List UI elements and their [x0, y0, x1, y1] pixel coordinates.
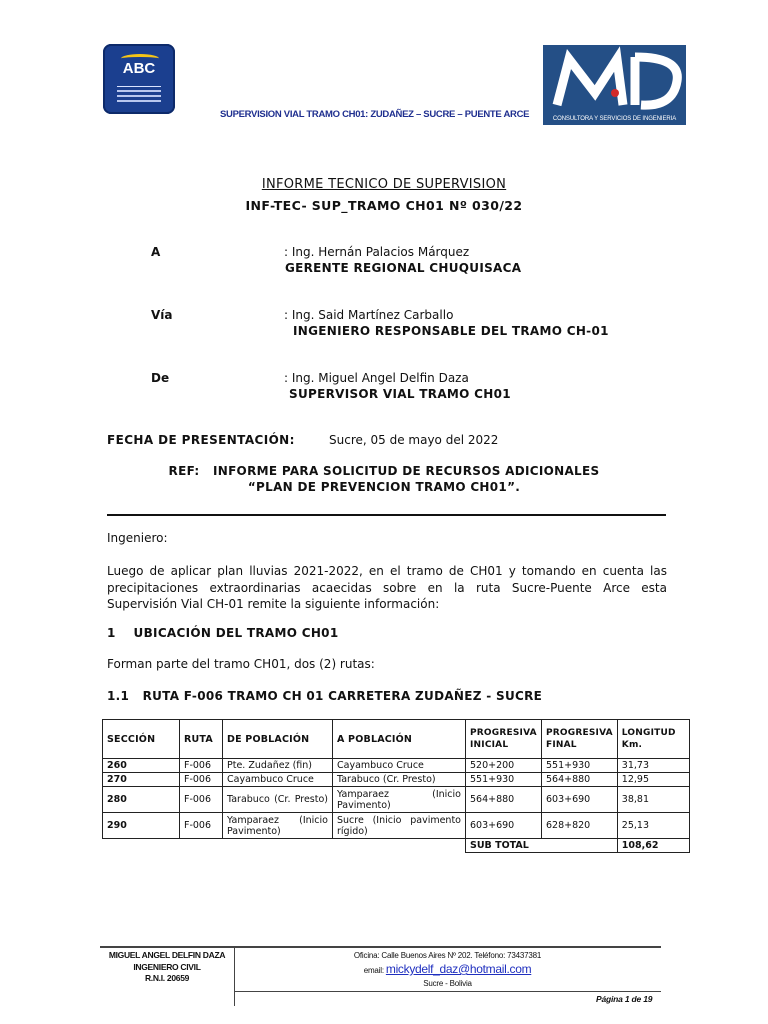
table-cell: F-006	[180, 813, 223, 839]
table-cell: Tarabuco (Cr. Presto)	[333, 773, 466, 787]
section-1-heading: 1 UBICACIÓN DEL TRAMO CH01	[107, 626, 339, 640]
table-cell: 12,95	[617, 773, 689, 787]
subtotal-label: SUB TOTAL	[466, 839, 618, 853]
table-cell: F-006	[180, 773, 223, 787]
report-title: INFORME TECNICO DE SUPERVISION	[261, 177, 507, 192]
table-cell: Yamparaez (Inicio Pavimento)	[223, 813, 333, 839]
footer-signature	[100, 950, 234, 985]
table-cell: 551+930	[466, 773, 542, 787]
table-empty-cell	[103, 839, 466, 853]
table-cell: Yamparaez (Inicio Pavimento)	[333, 787, 466, 813]
table-cell: 603+690	[542, 787, 618, 813]
table-cell: 628+820	[542, 813, 618, 839]
md-logo-mark-icon	[543, 45, 686, 115]
field-role-de: SUPERVISOR VIAL TRAMO CH01	[289, 387, 511, 401]
table-cell: 564+880	[542, 773, 618, 787]
field-value-via: : Ing. Said Martínez Carballo	[284, 308, 454, 322]
table-cell: F-006	[180, 787, 223, 813]
table-cell: 260	[103, 759, 180, 773]
footer-bottom-rule	[234, 991, 661, 992]
field-label-a: A	[151, 245, 161, 259]
ref-line-2: “PLAN DE PREVENCION TRAMO CH01”.	[247, 480, 521, 494]
field-label-via: Vía	[151, 308, 173, 322]
footer-email-link[interactable]: mickydelf_daz@hotmail.com	[385, 962, 532, 976]
table-cell: 280	[103, 787, 180, 813]
abc-logo-subtext-lines	[117, 86, 161, 103]
footer-email-line	[234, 962, 661, 976]
table-row	[103, 759, 690, 773]
section-1-1-heading: 1.1 RUTA F-006 TRAMO CH 01 CARRETERA ZUDAÑEZ - SUCRE	[107, 689, 543, 703]
abc-logo-text: ABC	[122, 60, 156, 77]
footer-rni: R.N.I. 20659	[144, 973, 190, 983]
field-value-de: : Ing. Miguel Angel Delfin Daza	[284, 371, 469, 385]
table-cell: Cayambuco Cruce	[223, 773, 333, 787]
field-label-de: De	[151, 371, 170, 385]
table-row	[103, 773, 690, 787]
section-divider	[107, 514, 666, 516]
field-value-a: : Ing. Hernán Palacios Márquez	[284, 245, 470, 259]
md-logo-caption: CONSULTORA Y SERVICIOS DE INGENIERIA	[543, 114, 686, 125]
table-cell: Sucre (Inicio pavimento rígido)	[333, 813, 466, 839]
section-1-text: Forman parte del tramo CH01, dos (2) rutas:	[107, 657, 375, 671]
table-header-cell: LONGITUD Km.	[617, 720, 689, 759]
field-role-via: INGENIERO RESPONSABLE DEL TRAMO CH-01	[293, 324, 609, 338]
greeting: Ingeniero:	[107, 531, 168, 545]
table-header-cell: PROGRESIVA INICIAL	[466, 720, 542, 759]
subtotal-value: 108,62	[617, 839, 689, 853]
footer-title: INGENIERO CIVIL	[133, 961, 201, 972]
table-header-cell: DE POBLACIÓN	[223, 720, 333, 759]
fecha-label: FECHA DE PRESENTACIÓN:	[107, 433, 295, 447]
table-cell: F-006	[180, 759, 223, 773]
abc-logo	[103, 44, 175, 114]
ref-line-1: REF: INFORME PARA SOLICITUD DE RECURSOS ADICIONALES	[168, 464, 600, 478]
table-subtotal-row	[103, 839, 690, 853]
footer-name: MIGUEL ANGEL DELFIN DAZA	[108, 950, 226, 960]
table-header-cell: SECCIÓN	[103, 720, 180, 759]
table-cell: 38,81	[617, 787, 689, 813]
table-cell: 31,73	[617, 759, 689, 773]
table-cell: 290	[103, 813, 180, 839]
table-cell: 551+930	[542, 759, 618, 773]
routes-table	[102, 719, 690, 853]
table-cell: 25,13	[617, 813, 689, 839]
footer-rule	[100, 946, 661, 948]
table-cell: 520+200	[466, 759, 542, 773]
table-header-cell: RUTA	[180, 720, 223, 759]
table-cell: Tarabuco (Cr. Presto)	[223, 787, 333, 813]
supervision-header-title: SUPERVISION VIAL TRAMO CH01: ZUDAÑEZ – SUCRE – PUENTE ARCE	[220, 109, 530, 120]
table-row	[103, 813, 690, 839]
fecha-value: Sucre, 05 de mayo del 2022	[329, 433, 499, 447]
table-header-row	[103, 720, 690, 759]
intro-paragraph: Luego de aplicar plan lluvias 2021-2022, en el tramo de CH01 y tomando en cuenta las precipitaciones extraordinarias acaecidas sobre en la ruta Sucre-Puente Arce esta Supervisión Vial CH-01 remite la siguiente información:	[107, 564, 667, 611]
footer-email-label: email:	[363, 966, 384, 975]
page-number: Página 1 de 19	[596, 994, 653, 1004]
table-row	[103, 787, 690, 813]
table-cell: 603+690	[466, 813, 542, 839]
footer-office: Oficina: Calle Buenos Aires Nº 202. Teléfono: 73437381	[353, 951, 542, 960]
field-role-a: GERENTE REGIONAL CHUQUISACA	[285, 261, 522, 275]
table-header-cell: PROGRESIVA FINAL	[542, 720, 618, 759]
report-code: INF-TEC- SUP_TRAMO CH01 Nº 030/22	[245, 198, 523, 213]
table-cell: Cayambuco Cruce	[333, 759, 466, 773]
table-cell: Pte. Zudañez (fin)	[223, 759, 333, 773]
footer-city: Sucre - Bolivia	[423, 979, 472, 988]
table-cell: 564+880	[466, 787, 542, 813]
md-logo	[543, 45, 686, 125]
table-header-cell: A POBLACIÓN	[333, 720, 466, 759]
table-cell: 270	[103, 773, 180, 787]
